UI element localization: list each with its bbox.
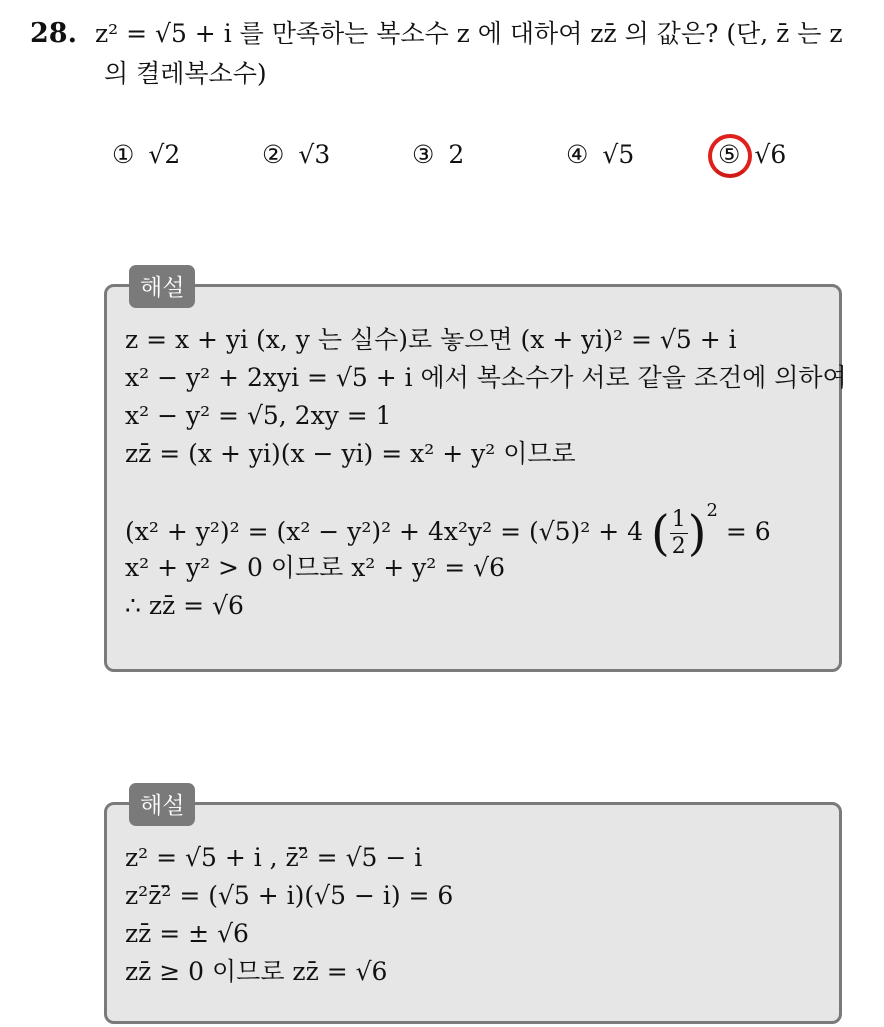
choice-number: ② (262, 140, 285, 169)
fraction-numerator: 1 (671, 507, 686, 532)
answer-circle-mark (708, 134, 752, 178)
solution-line: x² − y² + 2xyi = √5 + i 에서 복소수가 서로 같을 조건에 의하여 (125, 363, 847, 392)
choice-number: ① (112, 140, 135, 169)
question-number: 28. (30, 18, 77, 49)
question-text-1: z² = √5 + i 를 만족하는 복소수 z 에 대하여 zz̄ 의 값은? (단, z̄ 는 z (94, 19, 843, 48)
choice-4[interactable] (566, 140, 634, 169)
solution-line: zz̄ = ± √6 (125, 919, 249, 948)
question (30, 14, 870, 94)
solution-line: zz̄ = (x + yi)(x − yi) = x² + y² 이므로 (125, 439, 576, 468)
choice-5[interactable] (718, 140, 786, 169)
solution-line: zz̄ ≥ 0 이므로 zz̄ = √6 (125, 957, 388, 986)
fraction-one-half (670, 507, 688, 560)
fraction-line-lead: (x² + y²)² = (x² − y²)² + 4x²y² = (√5)² + 4 (125, 517, 644, 546)
choice-number: ⑤ (718, 140, 741, 169)
question-line-2: 의 켤레복소수) (104, 59, 267, 88)
choice-value: √5 (602, 140, 635, 169)
solution-line: z = x + yi (x, y 는 실수)로 놓으면 (x + yi)² = √5 + i (125, 325, 737, 354)
solution-label: 해설 (129, 265, 195, 308)
solution-line: z²z̄²̄ = (√5 + i)(√5 − i) = 6 (125, 881, 454, 910)
exponent: 2 (706, 500, 718, 521)
solution-box-2 (104, 793, 842, 1024)
solution-box-1 (104, 275, 847, 672)
solution-line: z² = √5 + i , z̄²̄ = √5 − i (125, 843, 423, 872)
choice-value: √3 (298, 140, 331, 169)
solution-fraction-line (125, 473, 839, 562)
choice-1[interactable] (112, 140, 180, 169)
right-paren: ) (687, 505, 707, 562)
fraction-line-tail: = 6 (717, 517, 771, 546)
solution-line: x² − y² = √5, 2xy = 1 (125, 401, 392, 430)
choice-value: 2 (448, 140, 465, 169)
choice-number: ③ (412, 140, 435, 169)
solution-line: x² + y² > 0 이므로 x² + y² = √6 (125, 553, 505, 582)
choice-value: √2 (148, 140, 181, 169)
left-paren: ( (651, 505, 670, 562)
choice-value: √6 (754, 140, 787, 169)
choice-2[interactable] (262, 140, 330, 169)
solution-body (107, 805, 839, 991)
solution-label: 해설 (129, 783, 195, 826)
fraction-denominator: 2 (671, 534, 686, 559)
solution-line: ∴ zz̄ = √6 (125, 591, 244, 620)
question-line-1 (30, 14, 870, 54)
choice-3[interactable] (412, 140, 464, 169)
solution-body (107, 287, 847, 625)
choice-number: ④ (566, 140, 589, 169)
answer-choices (0, 140, 884, 184)
